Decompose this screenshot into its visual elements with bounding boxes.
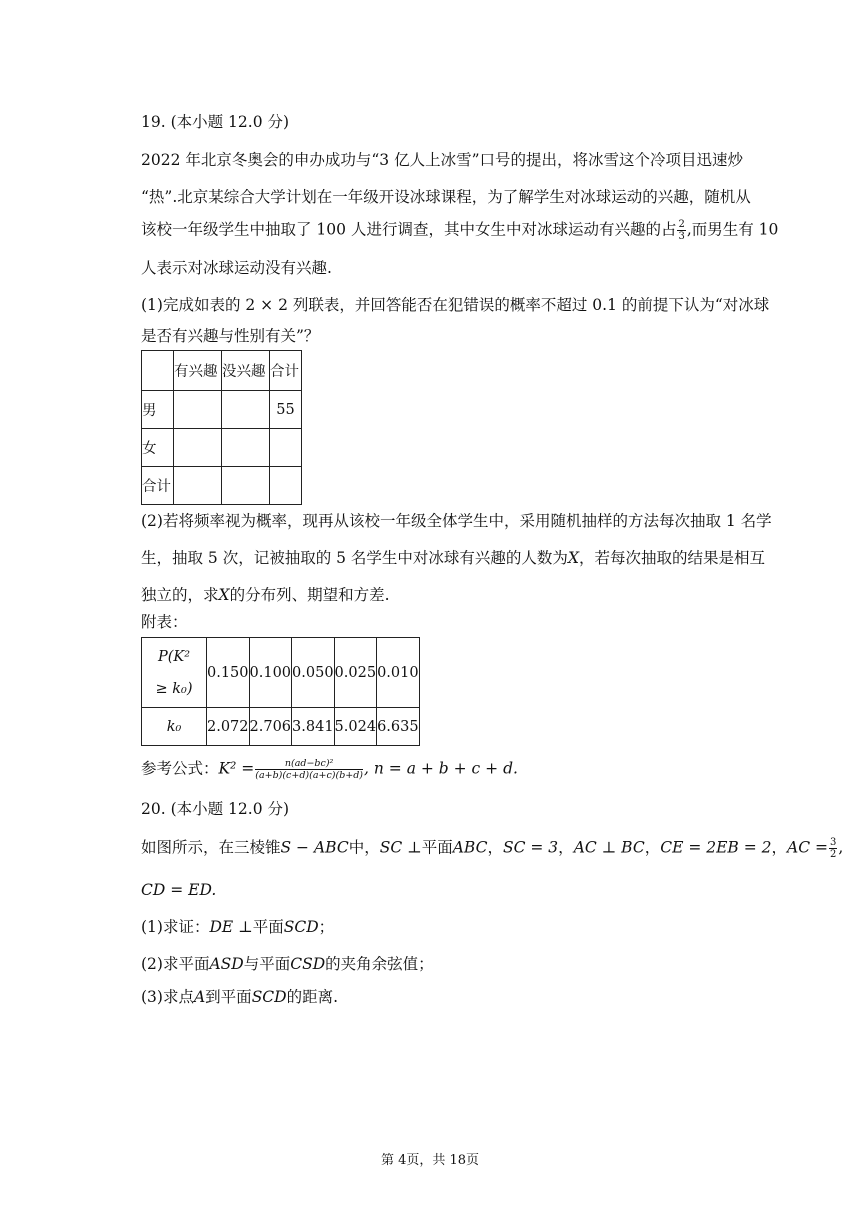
table-cell: 0.150 xyxy=(207,638,250,708)
q19-text-line-3 xyxy=(141,219,778,242)
contingency-table xyxy=(141,350,302,505)
table-cell xyxy=(222,391,270,429)
q19-part2-text: ，若每次抽取的结果是相互 xyxy=(578,549,765,567)
math-expr: AC = xyxy=(787,838,829,857)
q19-part2-text: 独立的，求 xyxy=(141,586,219,604)
q20-text: ， xyxy=(644,838,661,857)
math-expr: SCD xyxy=(251,988,287,1006)
critical-value-table xyxy=(141,637,420,746)
formula-label: 参考公式： xyxy=(141,759,219,778)
formula-fraction xyxy=(255,758,363,781)
table-header-cell: 合计 xyxy=(270,351,302,391)
fraction-denominator: (a+b)(c+d)(a+c)(b+d) xyxy=(255,770,364,781)
math-expr: A xyxy=(193,988,206,1006)
q20-text: ， xyxy=(558,838,574,857)
table-cell: 0.100 xyxy=(249,638,292,708)
q19-part2-text: 的分布列、期望和方差. xyxy=(229,586,390,604)
table-row xyxy=(142,708,420,746)
table-cell: 2.072 xyxy=(207,708,250,746)
q19-part1-line-1: (1)完成如表的 2 × 2 列联表，并回答能否在犯错误的概率不超过 0.1 的前提下认为“对冰球 xyxy=(141,296,770,314)
fraction-denominator: 3 xyxy=(678,231,685,242)
table-cell xyxy=(142,351,174,391)
fraction-numerator: n(ad−bc)² xyxy=(255,758,363,770)
appendix-label: 附表： xyxy=(141,613,188,631)
q20-text: 到平面 xyxy=(205,988,252,1006)
q20-header: 20. (本小题 12.0 分) xyxy=(141,800,290,818)
q20-part3 xyxy=(141,987,338,1007)
q20-text: (2)求平面 xyxy=(141,955,210,973)
math-expr: DE ⊥ xyxy=(209,918,253,936)
q20-part2 xyxy=(141,954,434,974)
math-expr: ABC xyxy=(452,838,488,857)
formula-rhs: , n = a + b + c + d. xyxy=(364,759,518,778)
q20-part1 xyxy=(141,917,334,937)
q20-text: , xyxy=(838,838,844,857)
math-expr: SC ⊥ xyxy=(379,838,422,857)
q19-text-line-4: 人表示对冰球运动没有兴趣. xyxy=(141,259,332,277)
q19-text-line-2: “热”.北京某综合大学计划在一年级开设冰球课程，为了解学生对冰球运动的兴趣，随机从 xyxy=(141,188,751,206)
page-footer: 第 4页，共 18页 xyxy=(380,1153,480,1168)
q19-text-line-1: 2022 年北京冬奥会的申办成功与“3 亿人上冰雪”口号的提出，将冰雪这个冷项目迅速炒 xyxy=(141,151,744,169)
math-expr: CSD xyxy=(290,955,326,973)
q20-text: ； xyxy=(318,918,335,936)
q19-part2-text: 生，抽取 5 次，记被抽取的 5 名学生中对冰球有兴趣的人数为 xyxy=(141,549,568,567)
q20-text-line-2: CD = ED. xyxy=(141,881,217,899)
q19-header: 19. (本小题 12.0 分) xyxy=(141,113,290,131)
q20-text: 的距离. xyxy=(286,988,339,1006)
table-cell: 男 xyxy=(142,391,174,429)
table-header-cell: 没兴趣 xyxy=(222,351,270,391)
table-cell xyxy=(222,429,270,467)
table-cell: 0.050 xyxy=(292,638,335,708)
variable-x: X xyxy=(218,586,230,604)
table-cell: 0.025 xyxy=(334,638,377,708)
math-expr: CE = 2EB = 2 xyxy=(660,838,772,857)
q19-part2-line-3 xyxy=(141,585,390,605)
q20-text: (1)求证： xyxy=(141,918,210,936)
q20-text-line-1 xyxy=(141,837,843,860)
math-expr: ASD xyxy=(209,955,244,973)
table-header-cell: 有兴趣 xyxy=(174,351,222,391)
q19-text-line-3a: 该校一年级学生中抽取了 100 人进行调查，其中女生中对冰球运动有兴趣的占 xyxy=(141,220,677,239)
q19-part2-line-2 xyxy=(141,548,765,568)
table-cell: 2.706 xyxy=(249,708,292,746)
table-cell xyxy=(270,429,302,467)
q20-text: 与平面 xyxy=(243,955,291,973)
table-header-row xyxy=(142,351,302,391)
table-row xyxy=(142,467,302,505)
table-cell: 6.635 xyxy=(377,708,420,746)
fraction-three-halves xyxy=(829,837,837,860)
table-row xyxy=(142,429,302,467)
math-expr: S − ABC xyxy=(280,838,349,857)
fraction-numerator: 3 xyxy=(830,837,837,848)
table-row xyxy=(142,391,302,429)
q20-text: 平面 xyxy=(252,918,284,936)
variable-x: X xyxy=(567,549,579,567)
table-cell xyxy=(174,429,222,467)
table-row xyxy=(142,638,420,708)
fraction-denominator: 2 xyxy=(830,849,837,860)
q20-text: 平面 xyxy=(421,838,453,857)
q20-text: ， xyxy=(487,838,503,857)
math-expr: SC = 3 xyxy=(502,838,559,857)
table-cell: 55 xyxy=(270,391,302,429)
q19-part1-line-2: 是否有兴趣与性别有关”？ xyxy=(141,327,320,345)
q20-text: (3)求点 xyxy=(141,988,194,1006)
table-label-cell: k₀ xyxy=(142,708,207,746)
table-cell: 0.010 xyxy=(377,638,420,708)
fraction-numerator: 2 xyxy=(678,219,685,230)
prob-label-top: P(K² xyxy=(157,648,191,665)
table-cell xyxy=(222,467,270,505)
fraction-two-thirds xyxy=(677,219,685,242)
table-cell: 合计 xyxy=(142,467,174,505)
q20-text: 的夹角余弦值； xyxy=(325,955,434,973)
reference-formula xyxy=(141,758,518,781)
q19-part2-line-1: (2)若将频率视为概率，现再从该校一年级全体学生中，采用随机抽样的方法每次抽取 1 名学 xyxy=(141,512,772,530)
q19-text-line-3b: ,而男生有 10 xyxy=(686,220,779,239)
q20-text: ， xyxy=(771,838,788,857)
table-cell xyxy=(174,391,222,429)
table-cell xyxy=(270,467,302,505)
prob-label-bottom: ≥ k₀) xyxy=(155,680,193,697)
q20-text: 中， xyxy=(348,838,380,857)
table-cell: 3.841 xyxy=(292,708,335,746)
q20-text: 如图所示，在三棱锥 xyxy=(141,838,281,857)
math-expr: AC ⊥ BC xyxy=(573,838,645,857)
table-cell: 女 xyxy=(142,429,174,467)
table-label-cell xyxy=(142,638,207,708)
table-cell xyxy=(174,467,222,505)
table-cell: 5.024 xyxy=(334,708,377,746)
math-expr: SCD xyxy=(283,918,319,936)
formula-lhs: K² = xyxy=(218,759,255,778)
